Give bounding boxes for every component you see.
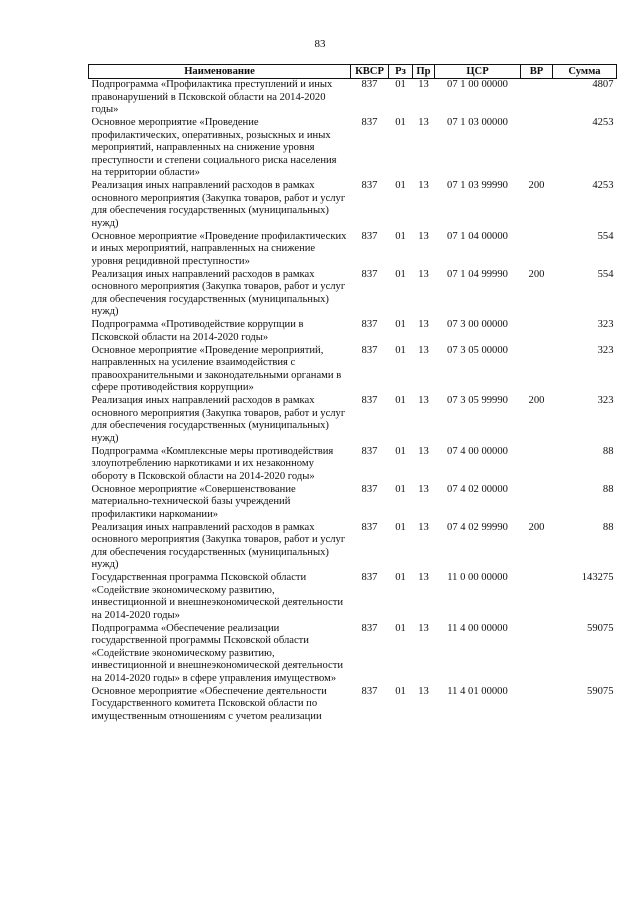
cell-kvsr: 837 [361, 79, 378, 90]
cell-rz: 01 [395, 572, 406, 583]
cell-rz: 01 [395, 521, 406, 533]
cell-vr [521, 572, 553, 623]
cell-kvsr: 837 [361, 117, 378, 128]
cell-vr [521, 345, 553, 396]
cell-pr: 13 [418, 344, 429, 356]
cell-name: Реализация иных направлений расходов в рамках основного мероприятия (Закупка товаров, работ и услуг для обеспечения государственных (муниципальных) нужд) [91, 395, 346, 444]
header-rz: Рз [389, 65, 413, 79]
cell-rz: 01 [395, 344, 406, 356]
cell-vr [521, 484, 553, 522]
cell-rz: 01 [395, 319, 406, 330]
page-number: 83 [314, 38, 326, 50]
cell-pr: 13 [418, 180, 429, 191]
cell-pr: 13 [418, 268, 429, 280]
cell-rz: 01 [395, 268, 406, 280]
cell-name: Реализация иных направлений расходов в рамках основного мероприятия (Закупка товаров, работ и услуг для обеспечения государственных (муниципальных) нужд) [91, 268, 346, 317]
cell-vr: 200 [528, 268, 545, 280]
cell-sum: 554 [597, 230, 614, 242]
cell-csr: 07 1 00 00000 [447, 79, 508, 90]
header-name: Наименование [89, 65, 351, 79]
cell-kvsr: 837 [361, 180, 378, 191]
cell-rz: 01 [395, 685, 406, 697]
cell-name: Основное мероприятие «Проведение мероприятий, направленных на усиление взаимодействия с правоохранительными и законодательными органами в сфере противодействия коррупции» [91, 344, 342, 393]
cell-sum: 4253 [592, 117, 614, 128]
cell-vr [521, 231, 553, 269]
budget-table [88, 64, 617, 724]
cell-csr: 07 1 04 99990 [447, 268, 508, 280]
header-csr: ЦСР [435, 65, 521, 79]
cell-vr: 200 [528, 180, 545, 191]
cell-csr: 11 4 01 00000 [447, 685, 508, 697]
cell-sum: 554 [597, 268, 614, 280]
table-row [89, 522, 617, 573]
cell-rz: 01 [395, 79, 406, 90]
cell-pr: 13 [418, 483, 429, 495]
cell-pr: 13 [418, 230, 429, 242]
cell-kvsr: 837 [361, 572, 378, 583]
table-row [89, 484, 617, 522]
cell-csr: 07 3 05 99990 [447, 395, 508, 406]
cell-name: Основное мероприятие «Проведение профилактических и иных мероприятий, направленных на снижение уровня рецидивной преступности» [91, 230, 347, 267]
cell-kvsr: 837 [361, 230, 378, 242]
cell-rz: 01 [395, 230, 406, 242]
cell-name: Реализация иных направлений расходов в рамках основного мероприятия (Закупка товаров, работ и услуг для обеспечения государственных (муниципальных) нужд) [91, 180, 346, 229]
table-row [89, 269, 617, 320]
cell-kvsr: 837 [361, 395, 378, 406]
cell-vr [521, 623, 553, 686]
cell-csr: 07 4 02 99990 [447, 521, 508, 533]
cell-name: Подпрограмма «Профилактика преступлений и иных правонарушений в Псковской области на 2014-2020 годы» [91, 79, 333, 115]
cell-name: Основное мероприятие «Проведение профилактических, оперативных, розыскных и иных мероприятий, направленных на снижение уровня преступности и степени социального риска населения на территории области» [91, 117, 337, 178]
cell-kvsr: 837 [361, 483, 378, 495]
table-row [89, 623, 617, 686]
cell-kvsr: 837 [361, 622, 378, 634]
table-row [89, 572, 617, 623]
cell-csr: 11 0 00 00000 [447, 572, 508, 583]
cell-vr [521, 319, 553, 345]
cell-csr: 07 1 03 00000 [447, 117, 508, 128]
table-row [89, 395, 617, 446]
header-sum: Сумма [553, 65, 617, 79]
cell-pr: 13 [418, 521, 429, 533]
cell-rz: 01 [395, 445, 406, 457]
cell-csr: 07 1 04 00000 [447, 230, 508, 242]
table-row [89, 319, 617, 345]
cell-sum: 59075 [587, 622, 614, 634]
cell-name: Подпрограмма «Обеспечение реализации государственной программы Псковской области «Содействие экономическому развитию, инвестиционной и внешнеэкономической деятельности на 2014-2020 годы» в сфере управления имуществом» [91, 622, 344, 684]
cell-sum: 59075 [587, 685, 614, 697]
cell-csr: 07 3 05 00000 [447, 344, 508, 356]
cell-csr: 07 4 02 00000 [447, 483, 508, 495]
cell-rz: 01 [395, 622, 406, 634]
cell-kvsr: 837 [361, 319, 378, 330]
header-vr: ВР [521, 65, 553, 79]
cell-rz: 01 [395, 180, 406, 191]
cell-vr: 200 [528, 521, 545, 533]
cell-vr [521, 79, 553, 118]
cell-sum: 88 [602, 445, 614, 457]
cell-name: Государственная программа Псковской области «Содействие экономическому развитию, инвестиционной и внешнеэкономической деятельности на 2014-2020 годы» [91, 572, 344, 621]
cell-sum: 4807 [592, 79, 614, 90]
cell-kvsr: 837 [361, 268, 378, 280]
cell-pr: 13 [418, 622, 429, 634]
cell-kvsr: 837 [361, 685, 378, 697]
table-row [89, 180, 617, 231]
cell-rz: 01 [395, 395, 406, 406]
cell-vr [521, 446, 553, 484]
cell-sum: 323 [597, 319, 614, 330]
cell-csr: 07 1 03 99990 [447, 180, 508, 191]
cell-vr: 200 [528, 395, 545, 406]
header-kvsr: КВСР [351, 65, 389, 79]
cell-sum: 88 [602, 483, 614, 495]
table-row [89, 446, 617, 484]
cell-rz: 01 [395, 483, 406, 495]
cell-csr: 07 4 00 00000 [447, 445, 508, 457]
cell-name: Реализация иных направлений расходов в рамках основного мероприятия (Закупка товаров, работ и услуг для обеспечения государственных (муниципальных) нужд) [91, 521, 346, 570]
header-pr: Пр [413, 65, 435, 79]
cell-kvsr: 837 [361, 344, 378, 356]
table-row [89, 686, 617, 724]
cell-csr: 07 3 00 00000 [447, 319, 508, 330]
cell-rz: 01 [395, 117, 406, 128]
table-row [89, 345, 617, 396]
cell-pr: 13 [418, 79, 429, 90]
cell-kvsr: 837 [361, 521, 378, 533]
cell-pr: 13 [418, 685, 429, 697]
cell-sum: 323 [597, 395, 614, 406]
table-body [89, 79, 617, 724]
cell-pr: 13 [418, 117, 429, 128]
cell-vr [521, 686, 553, 724]
cell-name: Основное мероприятие «Обеспечение деятельности Государственного комитета Псковской области по имущественным отношениям с учетом реализации [91, 685, 327, 722]
table-header-row [89, 65, 617, 79]
cell-vr [521, 117, 553, 180]
table-row [89, 117, 617, 180]
table-row [89, 231, 617, 269]
cell-pr: 13 [418, 445, 429, 457]
cell-sum: 143275 [581, 572, 614, 583]
cell-sum: 323 [597, 344, 614, 356]
cell-sum: 88 [602, 521, 614, 533]
cell-name: Подпрограмма «Комплексные меры противодействия злоупотреблению наркотиками и их незаконному обороту в Псковской области на 2014-2020 годы» [91, 445, 334, 482]
cell-pr: 13 [418, 572, 429, 583]
table-row [89, 79, 617, 118]
cell-name: Основное мероприятие «Совершенствование материально-технической базы учреждений профилактики наркомании» [91, 483, 296, 520]
cell-pr: 13 [418, 395, 429, 406]
cell-sum: 4253 [592, 180, 614, 191]
cell-pr: 13 [418, 319, 429, 330]
cell-csr: 11 4 00 00000 [447, 622, 508, 634]
cell-name: Подпрограмма «Противодействие коррупции в Псковской области на 2014-2020 годы» [91, 319, 304, 343]
cell-kvsr: 837 [361, 445, 378, 457]
